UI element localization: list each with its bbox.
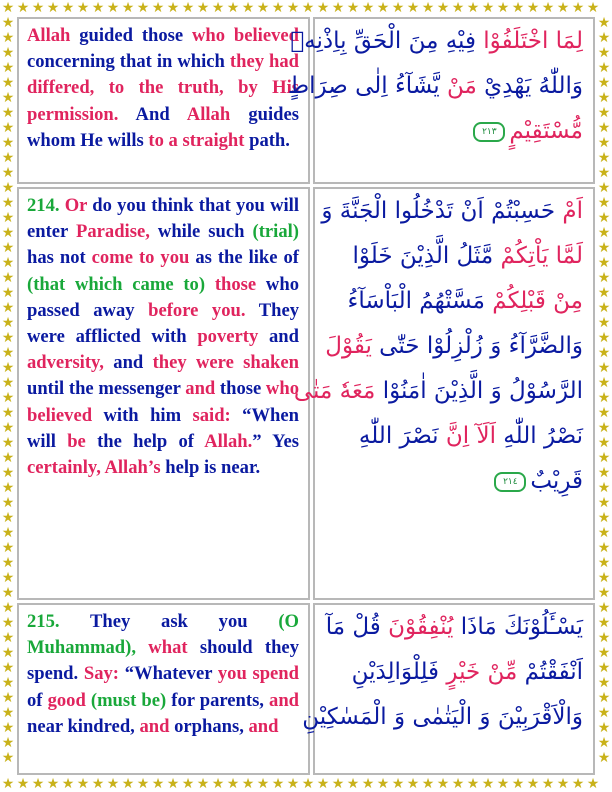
star-icon: ★ [301,776,315,792]
star-icon: ★ [526,0,540,16]
arabic-line [290,19,583,64]
star-icon: ★ [597,285,611,301]
star-icon: ★ [406,776,420,792]
star-icon: ★ [106,776,120,792]
star-icon: ★ [1,776,15,792]
star-icon: ★ [361,0,375,16]
star-icon: ★ [481,776,495,792]
star-icon: ★ [586,0,600,16]
text-segment: do you think that you will enter [27,195,299,243]
star-icon: ★ [1,555,15,571]
star-icon: ★ [597,315,611,331]
star-icon: ★ [556,776,570,792]
star-icon: ★ [346,776,360,792]
text-segment: what [148,637,188,659]
star-icon: ★ [496,776,510,792]
quran-page [17,17,595,775]
text-segment: of [27,689,48,711]
star-icon: ★ [346,0,360,16]
star-icon: ★ [597,105,611,121]
text-segment: to a straight [148,129,245,151]
text-segment: until the messenger [27,378,186,400]
star-icon: ★ [1,270,15,286]
star-icon: ★ [597,375,611,391]
star-icon: ★ [597,435,611,451]
text-segment: guides whom He wills [27,103,299,151]
verse-213-english [17,17,310,184]
text-segment: with him [92,404,193,426]
star-icon: ★ [16,776,30,792]
star-icon: ★ [597,405,611,421]
verse-number-badge: ٢١٤ [494,472,526,492]
arabic-segment: فِيْهِ مِنَ الْحَقِّ بِاِذْنِهٖ [290,28,476,54]
text-segment: (trial) [252,221,299,243]
arabic-segment: نَصْرُ اللّٰهِ [495,423,583,449]
star-icon: ★ [46,776,60,792]
arabic-segment: يَقُوْلَ [325,333,372,359]
arabic-segment: الرَّسُوْلُ وَ الَّذِيْنَ اٰمَنُوْا [375,378,583,404]
star-icon: ★ [331,776,345,792]
text-segment: and [103,352,153,374]
arabic-line [321,189,583,234]
text-segment: and [139,715,170,737]
star-icon: ★ [597,705,611,721]
arabic-segment: مِّنْ خَيْرٍ [439,659,518,685]
star-icon: ★ [1,540,15,556]
star-icon: ★ [1,435,15,451]
text-segment: ” Yes [252,430,299,452]
star-icon: ★ [597,135,611,151]
star-icon: ★ [421,0,435,16]
star-icon: ★ [1,720,15,736]
star-icon: ★ [597,15,611,31]
text-segment: help is near. [160,457,261,479]
star-icon: ★ [541,0,555,16]
text-segment: said: [192,404,231,426]
text-segment [136,637,148,658]
arabic-segment: وَالْاَقْرَبِيْنَ وَ الْيَتٰمٰى وَ الْمَسٰكِيْنِ [302,704,583,730]
star-icon: ★ [1,15,15,31]
star-icon: ★ [151,0,165,16]
text-segment: concerning that in which [27,51,230,73]
star-icon: ★ [211,776,225,792]
arabic-segment: حَسِبْتُمْ اَنْ تَدْخُلُوا الْجَنَّةَ وَ [321,198,556,224]
text-segment: Allah [186,103,231,125]
star-icon: ★ [481,0,495,16]
text-segment: (O Muhammad), [27,611,299,659]
text-segment: they were shaken [152,352,299,374]
star-icon: ★ [597,30,611,46]
star-icon: ★ [597,420,611,436]
star-icon: ★ [1,570,15,586]
star-icon: ★ [1,525,15,541]
text-segment [205,274,215,295]
star-icon: ★ [16,0,30,16]
text-segment: (that which came to) [27,273,206,295]
star-icon: ★ [76,776,90,792]
star-icon: ★ [196,776,210,792]
verse-214-english [17,187,310,600]
text-segment: adversity, [27,352,104,374]
text-segment: who believed [192,25,299,46]
star-icon: ★ [166,776,180,792]
star-icon: ★ [597,45,611,61]
star-icon: ★ [1,75,15,91]
star-icon: ★ [256,0,270,16]
text-segment: (must be) [90,689,167,711]
star-icon: ★ [1,465,15,481]
star-icon: ★ [597,555,611,571]
text-segment: you spend [217,663,299,685]
arabic-segment: وَالضَّرَّآءُ وَ زُلْزِلُوْا حَتّٰى [371,333,583,359]
star-icon: ★ [1,330,15,346]
text-segment: those [214,273,257,295]
star-icon: ★ [597,225,611,241]
star-icon: ★ [1,180,15,196]
star-icon: ★ [1,660,15,676]
text-segment: those [215,378,266,400]
arabic-segment: نَصْرَ اللّٰهِ [358,423,439,449]
star-icon: ★ [1,120,15,136]
star-icon: ★ [91,0,105,16]
arabic-segment: يُنْفِقُوْنَ [380,614,454,640]
star-icon: ★ [1,510,15,526]
star-icon: ★ [1,285,15,301]
text-segment: who believed [27,378,299,426]
star-icon: ★ [597,675,611,691]
star-icon: ★ [1,420,15,436]
star-icon: ★ [597,645,611,661]
text-segment: good [47,689,86,711]
star-icon: ★ [597,165,611,181]
star-icon: ★ [466,0,480,16]
star-icon: ★ [91,776,105,792]
text-segment: be [67,430,86,452]
star-icon: ★ [597,630,611,646]
verse-215-arabic [302,603,595,775]
star-icon: ★ [586,776,600,792]
arabic-segment: قُلْ مَآ [325,614,381,640]
star-icon: ★ [301,0,315,16]
star-icon: ★ [271,0,285,16]
star-icon: ★ [1,480,15,496]
star-icon: ★ [597,585,611,601]
star-icon: ★ [361,776,375,792]
text-segment: “When will [27,404,299,452]
text-segment: Paradise, [76,221,150,243]
arabic-line [325,109,583,154]
star-icon: ★ [597,510,611,526]
star-icon: ★ [597,570,611,586]
star-icon: ★ [597,450,611,466]
star-icon: ★ [1,45,15,61]
arabic-segment: مَنْ [439,73,477,99]
star-icon: ★ [31,776,45,792]
star-icon: ★ [391,0,405,16]
star-icon: ★ [597,90,611,106]
star-icon: ★ [1,300,15,316]
star-icon: ★ [1,360,15,376]
text-segment: has not [27,247,92,269]
star-icon: ★ [1,60,15,76]
star-icon: ★ [1,495,15,511]
star-icon: ★ [597,540,611,556]
arabic-segment: يَسْـَٔلُوْنَكَ مَاذَا [453,614,583,640]
text-segment: They were afflicted with [27,299,299,348]
star-icon: ★ [376,776,390,792]
star-icon: ★ [1,90,15,106]
star-icon: ★ [466,776,480,792]
star-icon: ★ [597,600,611,616]
arabic-segment: مَعَهٗ مَتٰى [293,378,376,404]
star-icon: ★ [1,735,15,751]
arabic-line [325,605,583,650]
arabic-line [293,369,583,414]
star-icon: ★ [1,705,15,721]
star-icon: ★ [451,776,465,792]
star-icon: ★ [196,0,210,16]
star-icon: ★ [597,690,611,706]
text-segment: come to you [91,247,190,269]
star-icon: ★ [1,675,15,691]
arabic-segment: اَلَآ اِنَّ [438,423,496,449]
star-icon: ★ [136,0,150,16]
arabic-segment: فَلِلْوَالِدَيْنِ [351,659,440,685]
star-icon: ★ [451,0,465,16]
text-segment: and [185,378,216,400]
star-icon: ★ [1,0,15,16]
star-icon: ★ [1,30,15,46]
arabic-line [325,459,583,504]
star-icon: ★ [121,0,135,16]
star-icon: ★ [597,240,611,256]
star-icon: ★ [1,450,15,466]
text-segment: and [248,715,279,737]
text-segment: certainly, [27,457,101,479]
star-icon: ★ [597,120,611,136]
star-icon: ★ [31,0,45,16]
star-icon: ★ [1,345,15,361]
star-icon: ★ [1,375,15,391]
star-icon: ★ [597,720,611,736]
star-icon: ★ [61,0,75,16]
arabic-segment: اَنْفَقْتُمْ [517,659,583,685]
star-icon: ★ [1,390,15,406]
star-icon: ★ [597,210,611,226]
star-icon: ★ [241,0,255,16]
text-segment: for parents, [166,689,270,711]
text-segment: who passed away [27,273,299,321]
text-segment: Say: [83,663,119,685]
arabic-segment: مِنْ قَبْلِكُمْ [484,288,583,314]
star-icon: ★ [1,615,15,631]
star-icon: ★ [597,180,611,196]
text-segment: they had differed, to the truth, by His permission. [27,51,299,125]
arabic-line [325,324,583,369]
arabic-line [287,64,583,109]
arabic-segment: مَّثَلُ الَّذِيْنَ خَلَوْا [352,243,494,269]
text-segment: They ask you [89,611,279,632]
star-icon: ★ [541,776,555,792]
arabic-line [302,695,583,740]
text-segment: path. [244,129,290,151]
star-icon: ★ [597,345,611,361]
text-segment: the help of [85,430,205,452]
star-icon: ★ [597,255,611,271]
arabic-segment: اَمْ [555,198,583,224]
star-icon: ★ [1,105,15,121]
star-icon: ★ [436,0,450,16]
verse-number-badge: ٢١٣ [473,122,505,142]
star-icon: ★ [571,776,585,792]
star-icon: ★ [241,776,255,792]
star-icon: ★ [376,0,390,16]
arabic-segment: لَمَّا يَاْتِكُمْ [493,243,583,269]
star-icon: ★ [597,390,611,406]
star-icon: ★ [526,776,540,792]
star-icon: ★ [597,615,611,631]
text-segment: poverty [197,326,259,348]
star-icon: ★ [597,195,611,211]
text-segment: should they spend. [27,637,299,685]
star-icon: ★ [316,0,330,16]
arabic-segment: مَسَّتْهُمُ الْبَاْسَآءُ [347,288,485,314]
verse-215-english [17,603,310,775]
star-icon: ★ [1,750,15,766]
star-icon: ★ [597,525,611,541]
text-segment: And [118,103,187,125]
arabic-segment: وَاللّٰهُ يَهْدِيْ [476,73,583,99]
star-icon: ★ [136,776,150,792]
star-icon: ★ [597,300,611,316]
star-icon: ★ [421,776,435,792]
arabic-segment: قَرِيْبٌ [530,468,583,494]
text-segment: Allah. [204,430,253,452]
star-icon: ★ [1,255,15,271]
text-segment: “Whatever [119,663,218,685]
arabic-line [325,414,583,459]
arabic-line [325,650,583,695]
arabic-segment: مُّسْتَقِيْمٍ [509,118,583,144]
star-icon: ★ [1,240,15,256]
star-icon: ★ [597,480,611,496]
star-icon: ★ [496,0,510,16]
text-segment: near kindred, [27,715,140,737]
star-icon: ★ [286,776,300,792]
star-icon: ★ [256,776,270,792]
star-icon: ★ [597,735,611,751]
star-icon: ★ [1,135,15,151]
arabic-line [325,234,583,279]
star-icon: ★ [436,776,450,792]
star-icon: ★ [597,330,611,346]
arabic-segment: يَّشَآءُ اِلٰى صِرَاطٍ [287,73,440,99]
star-icon: ★ [391,776,405,792]
star-icon: ★ [597,660,611,676]
star-icon: ★ [511,776,525,792]
star-icon: ★ [597,465,611,481]
star-icon: ★ [597,60,611,76]
star-icon: ★ [1,210,15,226]
text-segment: Allah [27,25,71,46]
star-icon: ★ [1,225,15,241]
star-icon: ★ [1,165,15,181]
star-icon: ★ [571,0,585,16]
star-icon: ★ [556,0,570,16]
text-segment: and [258,326,299,348]
star-icon: ★ [1,195,15,211]
text-segment: 215. [27,611,90,632]
arabic-segment: لِمَا اخْتَلَفُوْا [475,28,583,54]
star-icon: ★ [1,405,15,421]
text-segment: while such [149,221,253,243]
star-icon: ★ [286,0,300,16]
star-icon: ★ [181,776,195,792]
star-icon: ★ [1,630,15,646]
star-icon: ★ [597,495,611,511]
star-icon: ★ [151,776,165,792]
arabic-line [325,279,583,324]
text-segment: before you. [148,299,246,321]
text-segment: as the like of [189,247,299,269]
verse-213-arabic [287,17,595,184]
text-segment: guided those [70,25,192,46]
star-icon: ★ [1,645,15,661]
star-icon: ★ [597,75,611,91]
star-icon: ★ [1,315,15,331]
star-icon: ★ [271,776,285,792]
star-icon: ★ [46,0,60,16]
star-icon: ★ [1,150,15,166]
verse-214-arabic [293,187,595,600]
star-icon: ★ [331,0,345,16]
star-icon: ★ [226,776,240,792]
star-icon: ★ [106,0,120,16]
star-icon: ★ [597,750,611,766]
text-segment: orphans, [169,715,249,737]
star-icon: ★ [211,0,225,16]
star-icon: ★ [166,0,180,16]
star-icon: ★ [121,776,135,792]
text-segment: and [269,689,300,711]
star-icon: ★ [1,585,15,601]
star-icon: ★ [597,150,611,166]
star-icon: ★ [316,776,330,792]
star-icon: ★ [76,0,90,16]
star-icon: ★ [1,600,15,616]
star-icon: ★ [511,0,525,16]
star-icon: ★ [61,776,75,792]
star-icon: ★ [181,0,195,16]
text-segment: 214. [27,195,65,216]
text-segment: Or [64,195,88,216]
text-segment: Allah’s [100,457,161,479]
star-icon: ★ [406,0,420,16]
star-icon: ★ [597,360,611,376]
star-icon: ★ [1,690,15,706]
star-icon: ★ [226,0,240,16]
star-icon: ★ [597,270,611,286]
